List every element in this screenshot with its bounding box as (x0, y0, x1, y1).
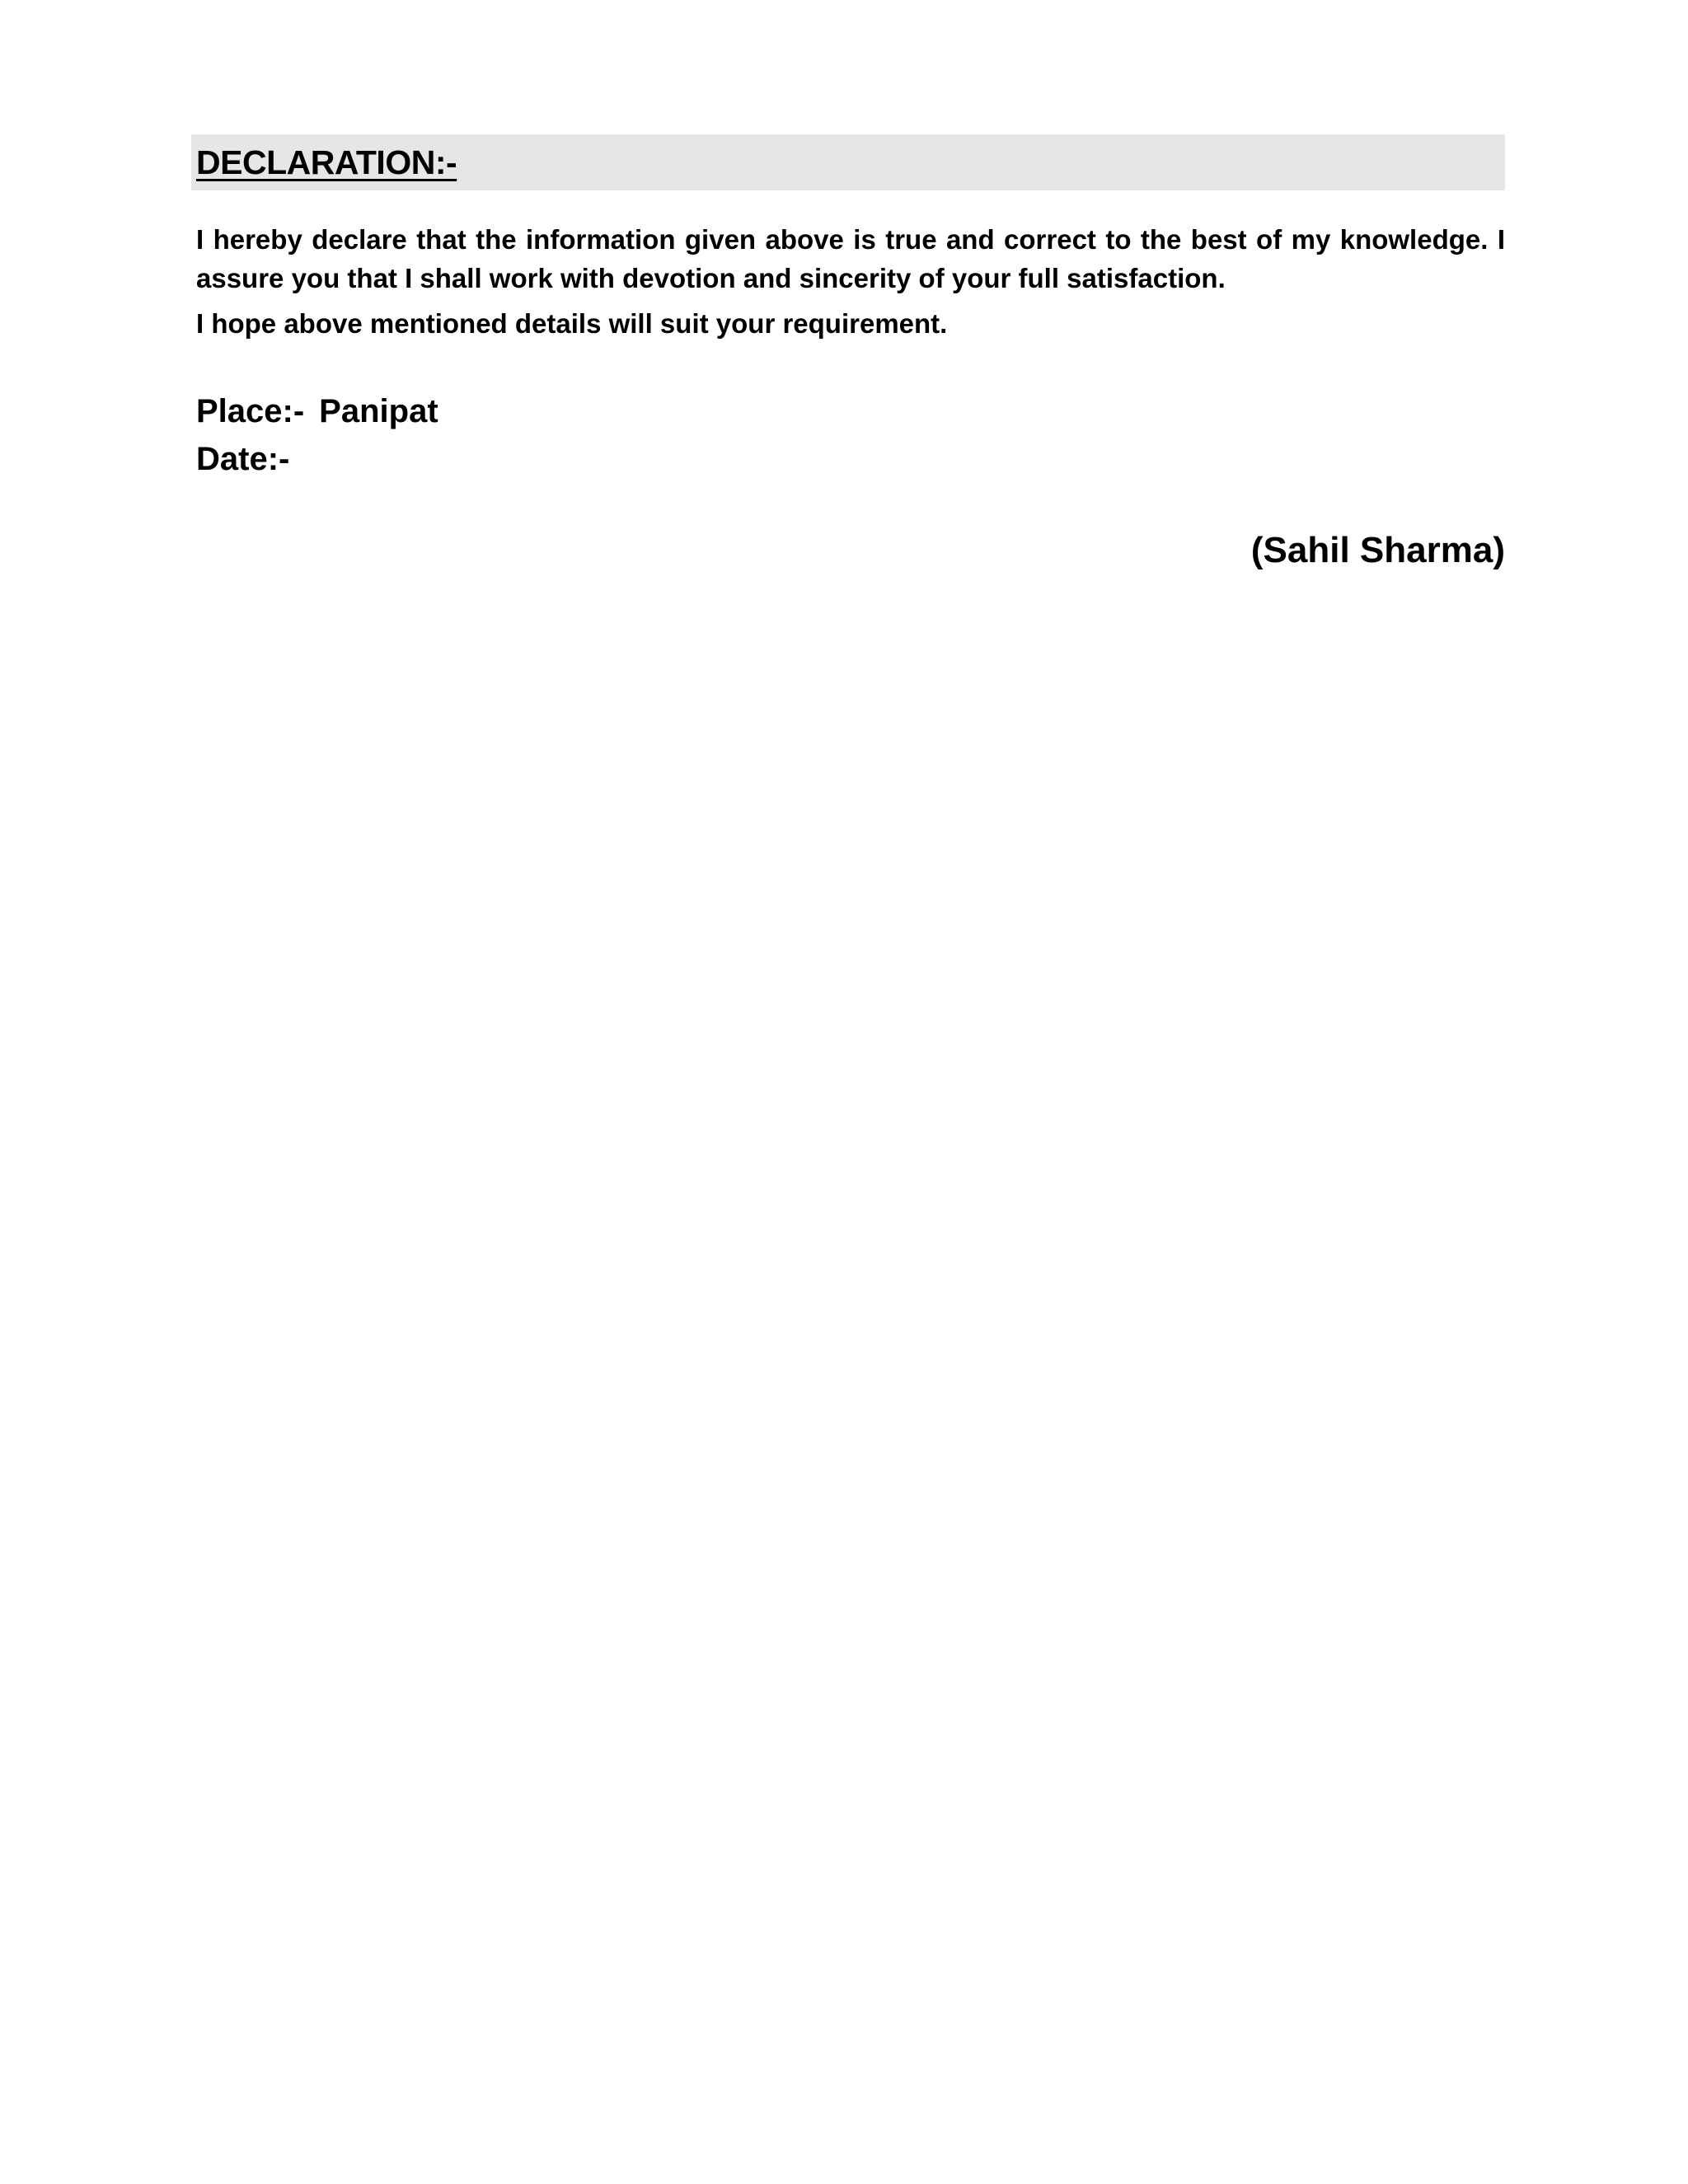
place-value: Panipat (319, 393, 438, 429)
place-line (196, 387, 1508, 435)
place-label: Place:- (196, 393, 305, 429)
section-title: DECLARATION:- (196, 143, 457, 181)
declaration-section (196, 134, 1508, 575)
declaration-paragraph: I hereby declare that the information given above is true and correct to the best of my knowledge. I assure you that I shall work with devotion and sincerity of your full satisfaction. (196, 224, 1505, 293)
date-label: Date:- (196, 441, 290, 477)
place-date-block (196, 387, 1508, 483)
section-header-bar (191, 134, 1505, 190)
signature-name: (Sahil Sharma) (1250, 530, 1505, 570)
date-line (196, 435, 1508, 483)
requirement-paragraph: I hope above mentioned details will suit your requirement. (196, 308, 948, 339)
